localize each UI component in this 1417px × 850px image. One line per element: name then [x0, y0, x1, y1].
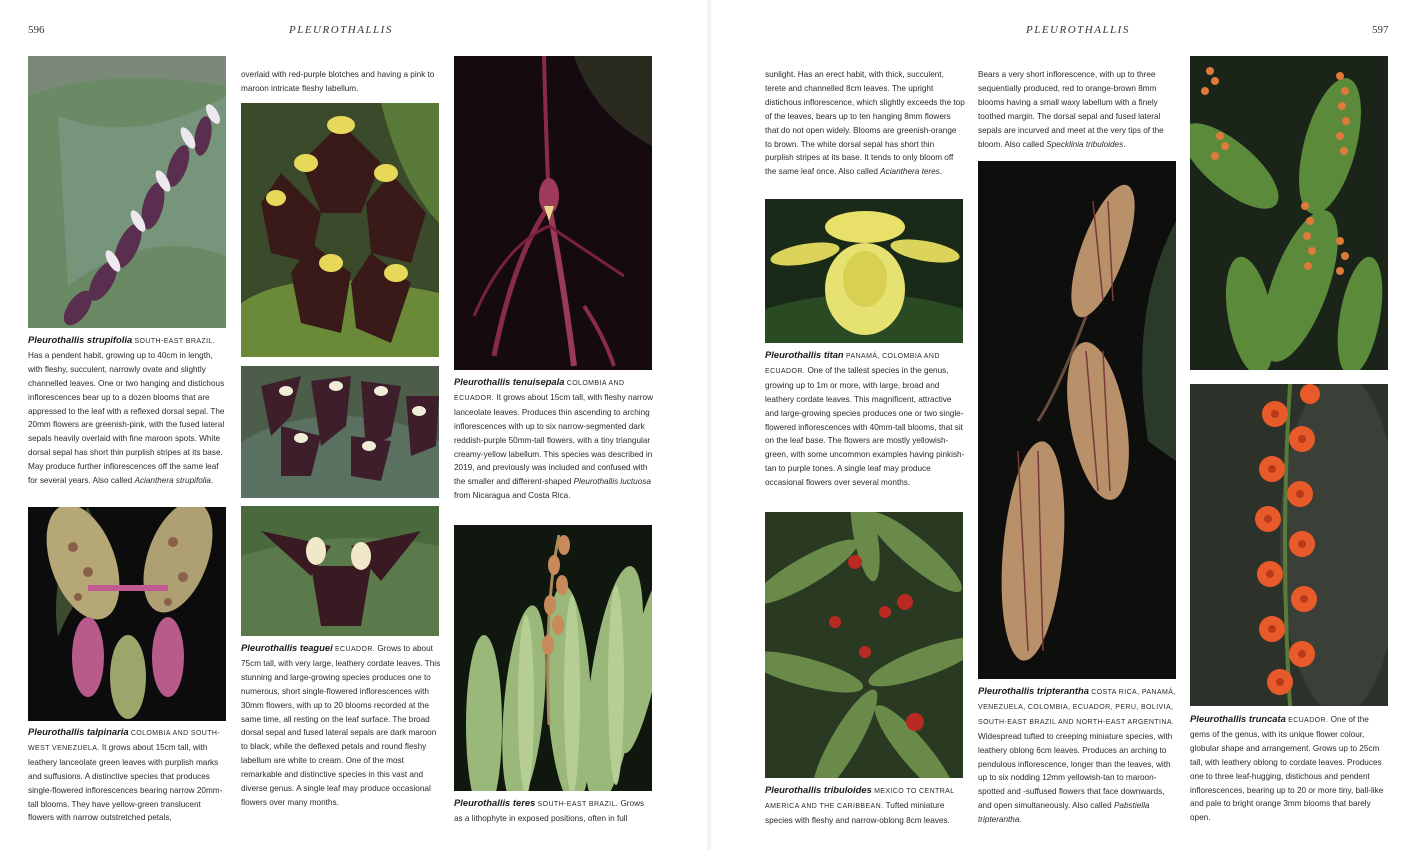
- caption-tribuloides-continued: Bears a very short inflorescence, with up to three sequentially produced, red to orange-brown 8mm blooms having a small waxy labellum with a finely toothed margin. The dorsal sepal and fused lateral sepals are incurved and meet at the very tips of the bloom. Also called Specklinia tribuloides.: [978, 70, 1164, 149]
- species-name: Pleurothallis teres: [454, 797, 536, 808]
- book-gutter: [706, 0, 712, 850]
- species-location: ECUADOR.: [1288, 717, 1329, 724]
- caption-teres: [454, 796, 654, 826]
- caption-talpinaria: [28, 725, 228, 825]
- photo-tenuisepala: [454, 56, 652, 370]
- photo-titan: [765, 199, 963, 343]
- species-name: Pleurothallis tripterantha: [978, 685, 1089, 696]
- left-page-number: 596: [28, 24, 45, 36]
- species-location: SOUTH-EAST BRAZIL.: [134, 338, 216, 345]
- photo-tripterantha: [978, 161, 1176, 679]
- species-location: COSTA RICA, PANAMÁ, VENEZUELA, COLOMBIA, ECUADOR, PERU, BOLIVIA, SOUTH-EAST BRAZIL AND NORTH-EAST ARGENTINA.: [978, 689, 1176, 726]
- species-name: Pleurothallis tenuisepala: [454, 376, 565, 387]
- right-page-number: 597: [1372, 24, 1389, 36]
- species-location: COLOMBIA AND ECUADOR.: [454, 380, 625, 402]
- species-name: Pleurothallis truncata: [1190, 713, 1286, 724]
- species-description: Grows as a lithophyte in exposed positions, often in full: [454, 799, 645, 823]
- species-location: SOUTH-EAST BRAZIL.: [537, 801, 619, 808]
- species-description: Has a pendent habit, growing up to 40cm in length, with fleshy, succulent, narrowly ovate and slightly channelled leaves. One or two hanging and distichous inflorescences bear up to a dozen blooms that are appressed to the leaf with a reflexed dorsal sepal. The 20mm flowers are greenish-pink, with the fused lateral sepals heavily overlaid with fine maroon spots. White dorsal sepal has short thin purplish stripes at its base. May produce further inflorescences off the same leaf for several years. Also called: [28, 350, 225, 486]
- species-location: MEXICO TO CENTRAL AMERICA AND THE CARIBBEAN.: [765, 788, 955, 810]
- caption-strupifolia: Pleurothallis strupifolia SOUTH-EAST BRAZIL. Has a pendent habit, growing up to 40cm in length, with fleshy, succulent, narrowly ovate and slightly channelled leaves. One or two hanging and distichous inflorescences bear up to a dozen blooms that are appressed to the leaf with a reflexed dorsal sepal. The 20mm flowers are greenish-pink, with the fused lateral sepals heavily overlaid with fine maroon spots. White dorsal sepal has short thin purplish stripes at its base. May produce further inflorescences off the same leaf for several years. Also called Acianthera strupifolia.: [28, 334, 225, 486]
- photo-talpinaria: [28, 507, 226, 721]
- species-name: Pleurothallis strupifolia: [28, 334, 133, 345]
- species-description: Widespread tufted to creeping miniature species, with leathery oblong 6cm leaves. Produces an arching to pendulous inflorescence, longer than the leaves, with up to six nodding 12mm yellowish-tan to maroon-spotted and -suffused flowers that face downwards, and open simultaneously. Also called: [978, 731, 1173, 811]
- caption-titan: [765, 348, 965, 504]
- species-location: COLOMBIA AND SOUTH-WEST VENEZUELA.: [28, 730, 221, 752]
- species-name: Pleurothallis talpinaria: [28, 726, 129, 737]
- left-running-head: PLEUROTHALLIS: [289, 24, 393, 36]
- species-description: One of the gems of the genus, with its unique flower colour, globular shape and arrangement. Grows up to 25cm tall, with leathery oblong to cordate leaves. Produces one to three leaf-hugging, distichous and pendent inflorescences, bearing up to 20 or more tiny, ball-like and pale to bright orange 3mm blooms that barely open.: [1190, 715, 1384, 823]
- photo-teres: [454, 525, 652, 791]
- caption-tenuisepala: Pleurothallis tenuisepala COLOMBIA AND ECUADOR. It grows about 15cm tall, with fleshy narrow lanceolate leaves. Produces thin ascending to arching inflorescences with up to six narrow-segmented dark reddish-purple 50mm-tall flowers, with a tiny triangular creamy-yellow labellum. This species was described in 2019, and previously was included and confused with the smaller and different-shaped Pleurothallis luctuosa from Nicaragua and Costa Rica.: [454, 376, 653, 501]
- species-description: Tufted miniature species with fleshy and narrow-oblong 8cm leaves.: [765, 800, 950, 825]
- photo-truncata-plant: [1190, 56, 1388, 370]
- species-location: ECUADOR.: [334, 646, 376, 653]
- photo-strupifolia: [28, 56, 226, 328]
- species-name: Pleurothallis teaguei: [241, 642, 333, 653]
- alternative-name: Pabstiella tripterantha: [978, 801, 1150, 825]
- species-location: PANAMÁ, COLOMBIA AND ECUADOR.: [765, 353, 940, 375]
- alternative-name: Acianthera teres: [880, 167, 940, 177]
- species-name: Pleurothallis tribuloides: [765, 784, 872, 795]
- photo-teaguei-single: [241, 506, 439, 636]
- alternative-name: Specklinia tribuloides: [1046, 139, 1124, 149]
- species-description: It grows about 15cm tall, with leathery lanceolate green leaves with purplish marks and suffusions. A distinctive species that produces single-flowered inflorescences bearing narrow 20mm-tall blooms. They have yellow-green translucent flowers with narrow outstretched petals,: [28, 742, 223, 823]
- alternative-name: Pleurothallis luctuosa: [573, 477, 651, 487]
- caption-teres-continued: sunlight. Has an erect habit, with thick, succulent, terete and channelled 8cm leaves. The upright distichous inflorescence, which slightly exceeds the top of the leaves, bears up to ten hanging 8mm flowers that do not open widely. Blooms are greenish-orange to brown. The white dorsal sepal has short thin purplish stripes at its base. It tends to only bloom off the same leaf once. Also called Acianthera teres.: [765, 70, 965, 177]
- species-description: It grows about 15cm tall, with fleshy narrow lanceolate leaves. Produces thin ascending to arching inflorescences with up to six narrow-segmented dark reddish-purple 50mm-tall flowers, with a tiny triangular creamy-yellow labellum. This species was described in 2019, and previously was included and confused with the smaller and different-shaped: [454, 392, 653, 487]
- photo-teaguei-cluster: [241, 103, 439, 357]
- species-description: One of the tallest species in the genus, growing up to 1m or more, with large, broad and leathery cordate leaves. This magnificent, attractive and large-growing species produces one or two single-flowered inflorescences with 40mm-tall blooms, that sit on the leaf base. The flowers are mostly yellowish-green, with some uncommon examples having pinkish-tan to purple tones. A single leaf may produce occasional flowers over several months.: [765, 365, 965, 488]
- caption-teaguei: [241, 641, 441, 826]
- species-description: Grows to about 75cm tall, with very large, leathery cordate leaves. This stunning and large-growing species produces one to numerous, short single-flowered inflorescences with 30mm flowers, with up to 20 blooms recorded at the same time, all resting on the leaf surface. The broad dorsal sepal and fused lateral sepals are dark maroon to black, while the deflexed petals and round fleshy labellum are white to cream. One of the most remarkable and distinctive species in this vast and diverse genus. A single leaf may produce occasional flowers over many months.: [241, 644, 441, 807]
- photo-teaguei-leaf: [241, 366, 439, 498]
- right-running-head: PLEUROTHALLIS: [1026, 24, 1130, 36]
- caption-truncata: [1190, 712, 1390, 828]
- caption-talpinaria-continued: overlaid with red-purple blotches and having a pink to maroon intricate fleshy labellum.: [241, 70, 435, 93]
- species-name: Pleurothallis titan: [765, 349, 844, 360]
- caption-tribuloides: [765, 783, 965, 828]
- photo-truncata-inflorescence: [1190, 384, 1388, 706]
- caption-tripterantha: Pleurothallis tripterantha COSTA RICA, PANAMÁ, VENEZUELA, COLOMBIA, ECUADOR, PERU, BOLIVIA, SOUTH-EAST BRAZIL AND NORTH-EAST ARGENTINA. Widespread tufted to creeping miniature species, with leathery oblong 6cm leaves. Produces an arching to pendulous inflorescence, longer than the leaves, with up to six nodding 12mm yellowish-tan to maroon-spotted and -suffused flowers that face downwards, and open simultaneously. Also called Pabstiella tripterantha.: [978, 685, 1176, 825]
- photo-tribuloides: [765, 512, 963, 778]
- alternative-name: Acianthera strupifolia: [134, 476, 211, 486]
